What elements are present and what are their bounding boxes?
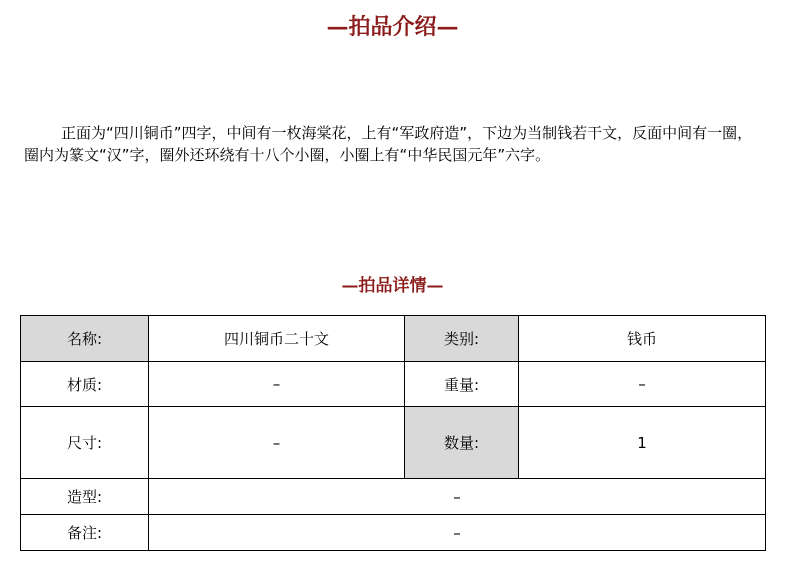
remarks-label: 备注:	[21, 515, 149, 551]
details-title: —拍品详情—	[341, 276, 444, 296]
shape-label: 造型:	[21, 479, 149, 515]
table-row	[21, 479, 766, 515]
remarks-value: –	[149, 515, 766, 551]
table-row	[21, 515, 766, 551]
details-table	[20, 315, 766, 551]
weight-label: 重量:	[405, 362, 519, 407]
category-label: 类别:	[405, 316, 519, 362]
intro-paragraph: 正面为“四川铜币”四字，中间有一枚海棠花，上有“军政府造”，下边为当制钱若干文，反面中间有一圈，圈内为篆文“汉”字，圈外还环绕有十八个小圈，小圈上有“中华民国元年”六字。	[24, 124, 753, 164]
category-value: 钱币	[519, 316, 766, 362]
intro-title: —拍品介绍—	[326, 14, 459, 40]
table-row	[21, 316, 766, 362]
material-value: –	[149, 362, 405, 407]
material-label: 材质:	[21, 362, 149, 407]
quantity-label: 数量:	[405, 407, 519, 479]
quantity-value: 1	[519, 407, 766, 479]
size-label: 尺寸:	[21, 407, 149, 479]
name-label: 名称:	[21, 316, 149, 362]
name-value: 四川铜币二十文	[149, 316, 405, 362]
shape-value: –	[149, 479, 766, 515]
table-row	[21, 362, 766, 407]
table-row	[21, 407, 766, 479]
weight-value: –	[519, 362, 766, 407]
size-value: –	[149, 407, 405, 479]
